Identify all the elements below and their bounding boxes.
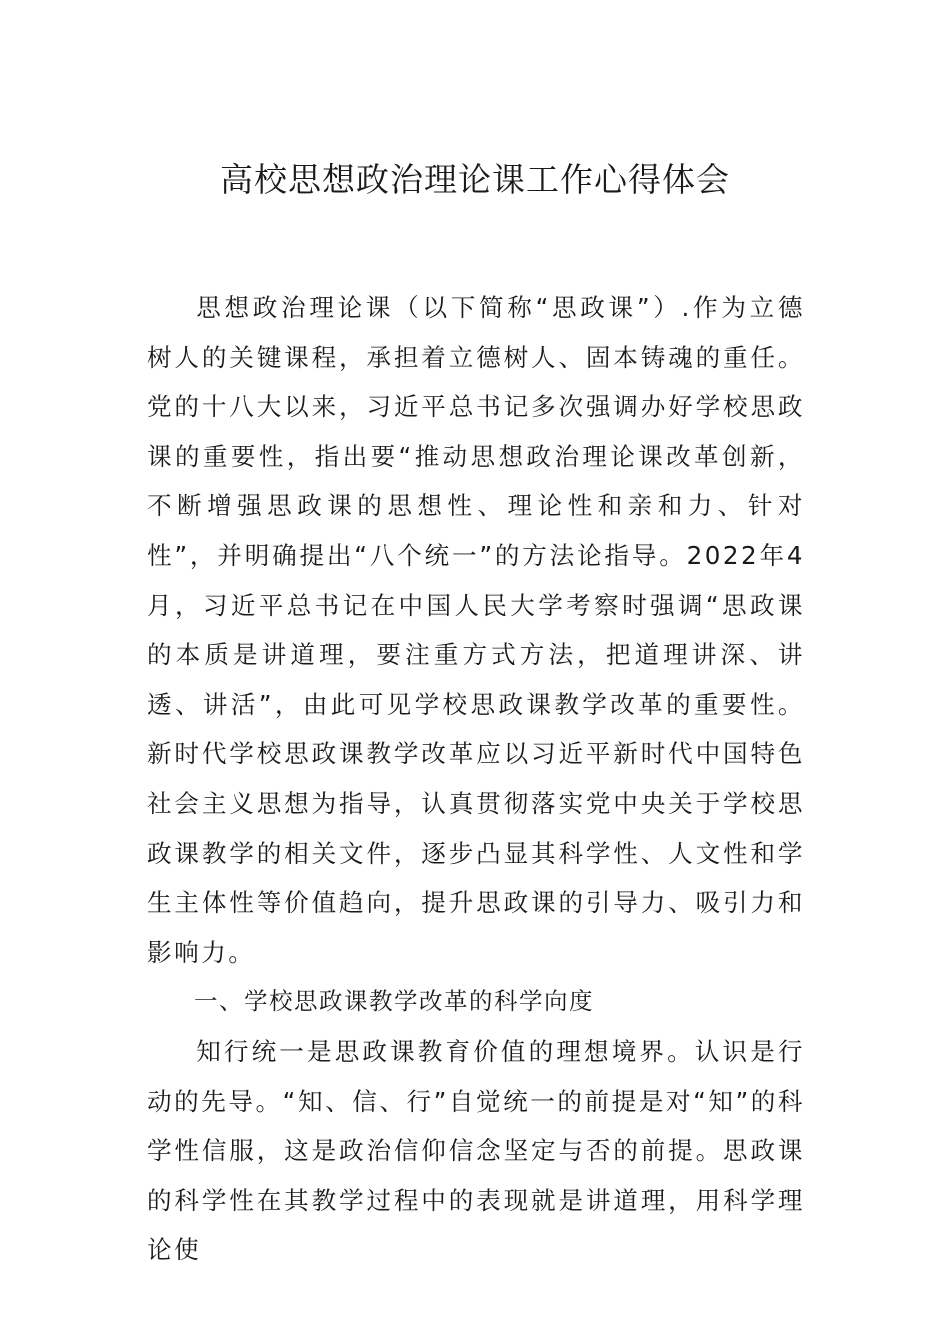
document-title: 高校思想政治理论课工作心得体会 [220,160,730,199]
section-heading: 一、学校思政课教学改革的科学向度 [194,987,594,1016]
paragraph-section-one: 知行统一是思政课教育价值的理想境界。认识是行动的先导。“知、信、行”自觉统一的前提是对“知”的科学性信服，这是政治信仰信念坚定与否的前提。思政课的科学性在其教学过程中的表现就是讲道理，用科学理论使 [147,1036,805,1265]
document-body [147,283,805,1275]
paragraph-intro: 思想政治理论课（以下简称“思政课”）.作为立德树人的关键课程，承担着立德树人、固本铸魂的重任。党的十八大以来，习近平总书记多次强调办好学校思政课的重要性，指出要“推动思想政治理论课改革创新，不断增强思政课的思想性、理论性和亲和力、针对性”，并明确提出“八个统一”的方法论指导。2022年4月，习近平总书记在中国人民大学考察时强调“思政课的本质是讲道理，要注重方式方法，把道理讲深、讲透、讲活”，由此可见学校思政课教学改革的重要性。新时代学校思政课教学改革应以习近平新时代中国特色社会主义思想为指导，认真贯彻落实党中央关于学校思政课教学的相关文件，逐步凸显其科学性、人文性和学生主体性等价值趋向，提升思政课的引导力、吸引力和影响力。 [147,293,805,967]
